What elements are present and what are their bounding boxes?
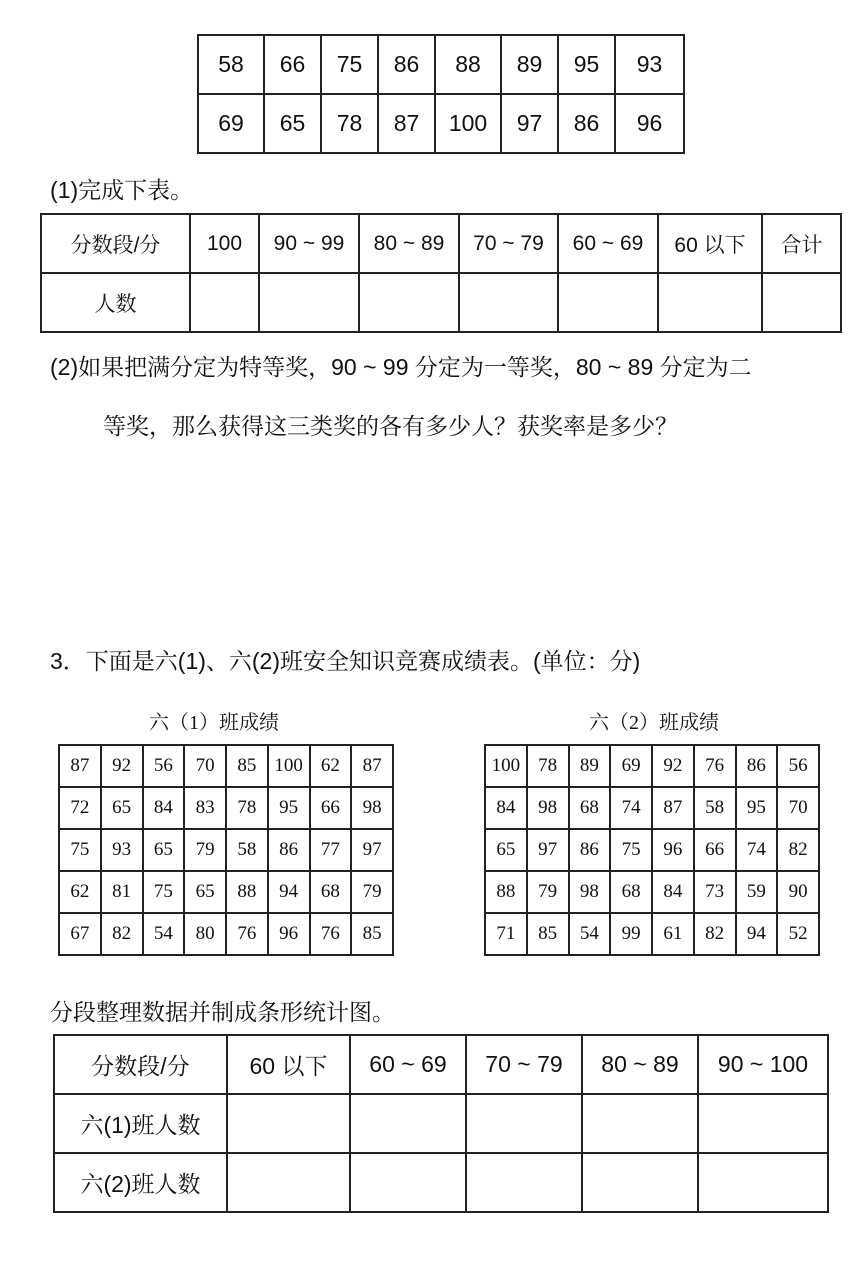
score-cell: 92 — [652, 745, 694, 787]
header-cell: 70 ~ 79 — [459, 214, 558, 273]
table-header-row — [41, 214, 841, 273]
score-cell: 75 — [321, 35, 378, 94]
answer-cell[interactable] — [698, 1153, 828, 1212]
score-cell: 80 — [184, 913, 226, 955]
row-label: 六(1)班人数 — [54, 1094, 227, 1153]
table-row — [59, 829, 393, 871]
score-cell: 76 — [310, 913, 352, 955]
score-cell: 79 — [351, 871, 393, 913]
score-cell: 95 — [736, 787, 778, 829]
score-cell: 52 — [777, 913, 819, 955]
score-cell: 75 — [143, 871, 185, 913]
q3-instruction: 分段整理数据并制成条形统计图。 — [50, 999, 395, 1025]
score-cell: 89 — [501, 35, 558, 94]
answer-cell[interactable] — [582, 1094, 698, 1153]
score-cell: 65 — [184, 871, 226, 913]
score-cell: 73 — [694, 871, 736, 913]
header-cell: 80 ~ 89 — [582, 1035, 698, 1094]
score-cell: 94 — [736, 913, 778, 955]
table-row — [485, 787, 819, 829]
score-cell: 69 — [198, 94, 264, 153]
score-cell: 56 — [143, 745, 185, 787]
table-row — [41, 273, 841, 332]
q1-instruction: (1)完成下表。 — [50, 177, 194, 203]
score-cell: 66 — [264, 35, 321, 94]
score-cell: 67 — [59, 913, 101, 955]
score-cell: 87 — [59, 745, 101, 787]
score-cell: 85 — [527, 913, 569, 955]
class2-caption: 六（2）班成绩 — [589, 712, 719, 734]
score-cell: 66 — [310, 787, 352, 829]
score-cell: 93 — [615, 35, 684, 94]
answer-cell[interactable] — [582, 1153, 698, 1212]
score-cell: 72 — [59, 787, 101, 829]
score-cell: 54 — [143, 913, 185, 955]
answer-cell[interactable] — [762, 273, 841, 332]
score-cell: 86 — [378, 35, 435, 94]
score-cell: 66 — [694, 829, 736, 871]
answer-cell[interactable] — [350, 1094, 466, 1153]
table-row — [59, 787, 393, 829]
score-cell: 98 — [527, 787, 569, 829]
score-cell: 99 — [610, 913, 652, 955]
score-cell: 69 — [610, 745, 652, 787]
score-cell: 97 — [527, 829, 569, 871]
class1-caption: 六（1）班成绩 — [149, 712, 279, 734]
header-cell: 80 ~ 89 — [359, 214, 459, 273]
score-cell: 85 — [226, 745, 268, 787]
header-cell: 60 以下 — [227, 1035, 350, 1094]
score-cell: 98 — [351, 787, 393, 829]
score-cell: 93 — [101, 829, 143, 871]
table-header-row — [54, 1035, 828, 1094]
header-cell: 100 — [190, 214, 259, 273]
score-cell: 84 — [485, 787, 527, 829]
score-cell: 84 — [652, 871, 694, 913]
table-row — [198, 94, 684, 153]
score-cell: 77 — [310, 829, 352, 871]
score-cell: 78 — [321, 94, 378, 153]
q1-frequency-table — [40, 213, 842, 333]
answer-cell[interactable] — [466, 1094, 582, 1153]
q2-line-1: (2)如果把满分定为特等奖，90 ~ 99 分定为一等奖，80 ~ 89 分定为二 — [50, 354, 752, 380]
score-cell: 61 — [652, 913, 694, 955]
table-row — [485, 745, 819, 787]
score-cell: 54 — [569, 913, 611, 955]
header-cell: 60 ~ 69 — [558, 214, 658, 273]
score-cell: 65 — [101, 787, 143, 829]
answer-cell[interactable] — [466, 1153, 582, 1212]
score-cell: 62 — [59, 871, 101, 913]
score-cell: 79 — [184, 829, 226, 871]
score-cell: 68 — [310, 871, 352, 913]
score-cell: 100 — [485, 745, 527, 787]
score-cell: 74 — [736, 829, 778, 871]
score-cell: 96 — [268, 913, 310, 955]
score-cell: 84 — [143, 787, 185, 829]
score-cell: 88 — [485, 871, 527, 913]
score-cell: 75 — [59, 829, 101, 871]
score-cell: 68 — [610, 871, 652, 913]
score-cell: 62 — [310, 745, 352, 787]
score-cell: 87 — [378, 94, 435, 153]
table-row — [59, 913, 393, 955]
table-row — [59, 745, 393, 787]
score-cell: 90 — [777, 871, 819, 913]
score-cell: 78 — [527, 745, 569, 787]
table-row — [198, 35, 684, 94]
answer-cell[interactable] — [350, 1153, 466, 1212]
score-cell: 89 — [569, 745, 611, 787]
score-cell: 74 — [610, 787, 652, 829]
score-cell: 100 — [435, 94, 501, 153]
header-cell: 分数段/分 — [54, 1035, 227, 1094]
table-row — [485, 913, 819, 955]
score-cell: 70 — [777, 787, 819, 829]
answer-cell[interactable] — [558, 273, 658, 332]
answer-cell[interactable] — [698, 1094, 828, 1153]
score-cell: 97 — [351, 829, 393, 871]
score-cell: 86 — [569, 829, 611, 871]
answer-cell[interactable] — [227, 1094, 350, 1153]
table-row — [485, 871, 819, 913]
q3-summary-table — [53, 1034, 829, 1213]
score-cell: 70 — [184, 745, 226, 787]
score-cell: 95 — [268, 787, 310, 829]
score-cell: 59 — [736, 871, 778, 913]
score-cell: 87 — [351, 745, 393, 787]
score-cell: 96 — [615, 94, 684, 153]
header-cell: 分数段/分 — [41, 214, 190, 273]
score-cell: 79 — [527, 871, 569, 913]
header-cell: 60 以下 — [658, 214, 762, 273]
score-table — [197, 34, 685, 154]
score-cell: 78 — [226, 787, 268, 829]
score-cell: 82 — [694, 913, 736, 955]
answer-cell[interactable] — [259, 273, 359, 332]
class1-score-table — [58, 744, 394, 956]
class2-score-table — [484, 744, 820, 956]
score-cell: 65 — [485, 829, 527, 871]
score-cell: 85 — [351, 913, 393, 955]
header-cell: 90 ~ 99 — [259, 214, 359, 273]
score-cell: 82 — [101, 913, 143, 955]
score-cell: 92 — [101, 745, 143, 787]
score-cell: 94 — [268, 871, 310, 913]
q3-title: 3．下面是六(1)、六(2)班安全知识竞赛成绩表。(单位：分) — [50, 648, 641, 674]
score-cell: 88 — [435, 35, 501, 94]
score-cell: 87 — [652, 787, 694, 829]
score-cell: 82 — [777, 829, 819, 871]
answer-cell[interactable] — [359, 273, 459, 332]
answer-cell[interactable] — [658, 273, 762, 332]
score-cell: 76 — [226, 913, 268, 955]
header-cell: 90 ~ 100 — [698, 1035, 828, 1094]
score-cell: 100 — [268, 745, 310, 787]
score-cell: 81 — [101, 871, 143, 913]
answer-cell[interactable] — [227, 1153, 350, 1212]
score-cell: 76 — [694, 745, 736, 787]
answer-cell[interactable] — [459, 273, 558, 332]
score-cell: 68 — [569, 787, 611, 829]
answer-cell[interactable] — [190, 273, 259, 332]
score-cell: 88 — [226, 871, 268, 913]
score-cell: 96 — [652, 829, 694, 871]
score-cell: 95 — [558, 35, 615, 94]
score-cell: 58 — [694, 787, 736, 829]
score-cell: 86 — [736, 745, 778, 787]
score-cell: 97 — [501, 94, 558, 153]
table-row — [485, 829, 819, 871]
score-cell: 58 — [226, 829, 268, 871]
score-cell: 86 — [268, 829, 310, 871]
table-row — [59, 871, 393, 913]
score-cell: 65 — [264, 94, 321, 153]
q2-line-2: 等奖，那么获得这三类奖的各有多少人？获奖率是多少？ — [103, 413, 678, 439]
score-cell: 98 — [569, 871, 611, 913]
score-cell: 75 — [610, 829, 652, 871]
table-row — [54, 1094, 828, 1153]
score-cell: 56 — [777, 745, 819, 787]
table-row — [54, 1153, 828, 1212]
score-cell: 71 — [485, 913, 527, 955]
row-label: 六(2)班人数 — [54, 1153, 227, 1212]
score-cell: 58 — [198, 35, 264, 94]
header-cell: 60 ~ 69 — [350, 1035, 466, 1094]
header-cell: 合计 — [762, 214, 841, 273]
score-cell: 65 — [143, 829, 185, 871]
score-cell: 86 — [558, 94, 615, 153]
score-cell: 83 — [184, 787, 226, 829]
row-label: 人数 — [41, 273, 190, 332]
header-cell: 70 ~ 79 — [466, 1035, 582, 1094]
